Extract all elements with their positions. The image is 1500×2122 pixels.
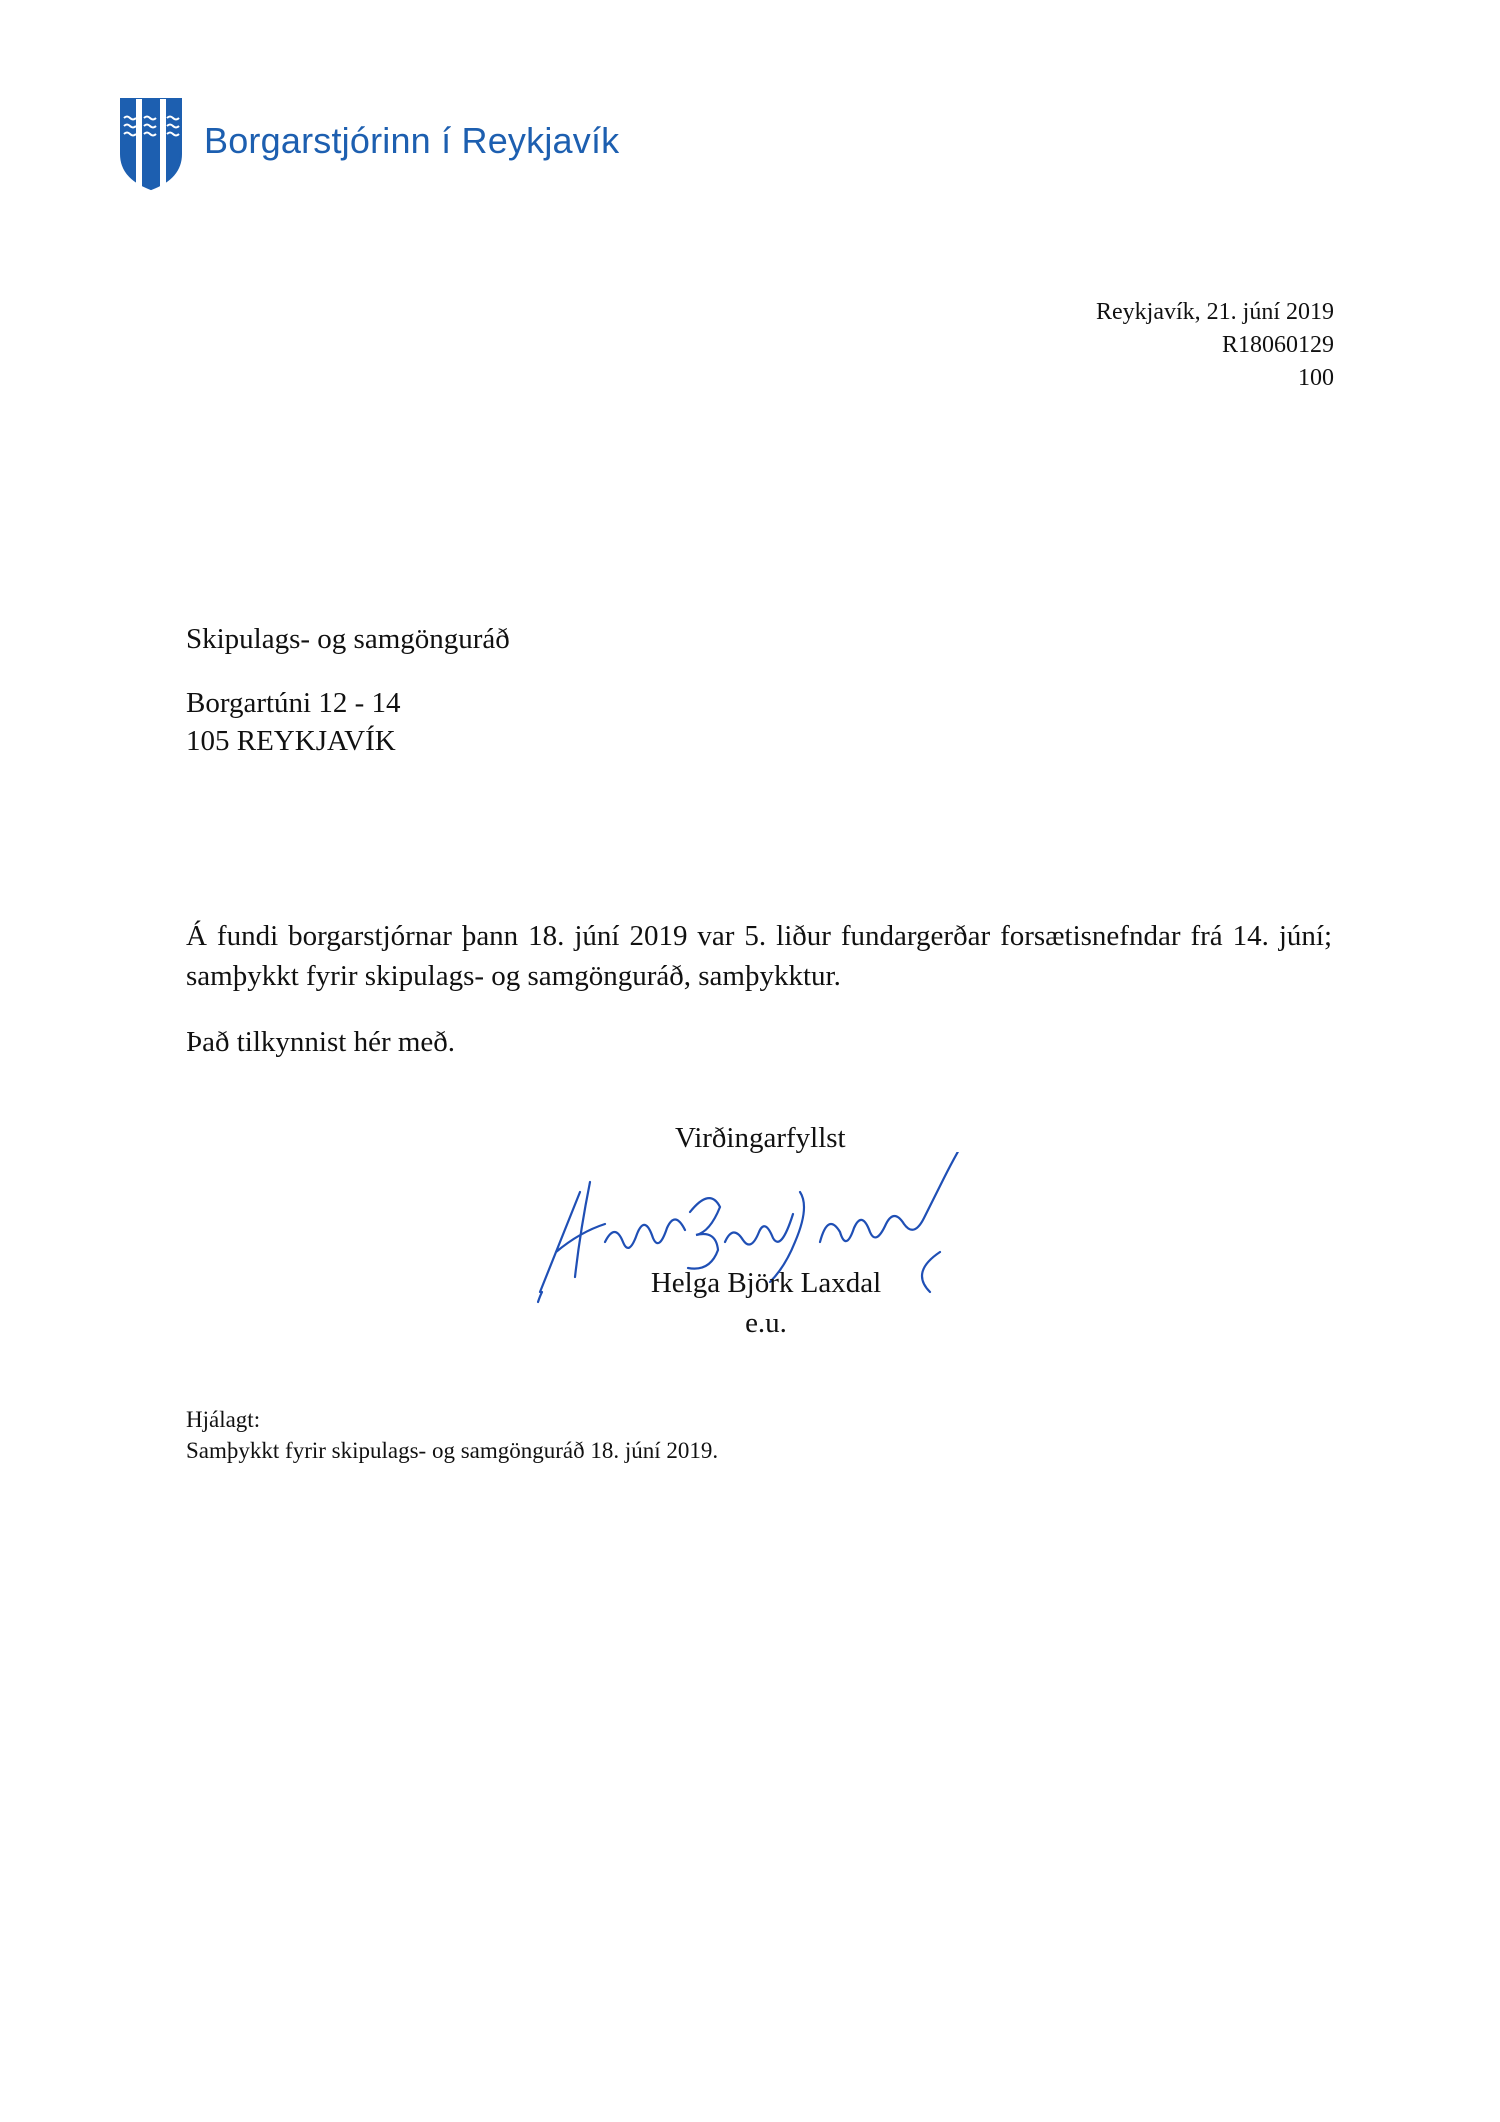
letter-body bbox=[186, 916, 1332, 1062]
attachment-item: Samþykkt fyrir skipulags- og samgönguráð 18. júní 2019. bbox=[186, 1438, 719, 1463]
signer-block bbox=[646, 1263, 886, 1343]
body-paragraph: Á fundi borgarstjórnar þann 18. júní 2019 var 5. liður fundargerðar forsætisnefndar frá 14. júní; samþykkt fyrir skipulags- og samgönguráð, samþykktur. bbox=[186, 920, 1332, 992]
body-paragraph: Það tilkynnist hér með. bbox=[186, 1026, 456, 1058]
reference-number: R18060129 bbox=[1221, 332, 1334, 358]
reykjavik-crest-icon bbox=[118, 96, 184, 192]
reference-block bbox=[1096, 296, 1334, 395]
recipient-city: 105 REYKJAVÍK bbox=[186, 725, 396, 757]
closing-salutation: Virðingarfyllst bbox=[675, 1122, 846, 1154]
attachment-label: Hjálagt: bbox=[186, 1407, 261, 1432]
letterhead bbox=[118, 96, 619, 192]
organization-name: Borgarstjórinn í Reykjavík bbox=[204, 120, 620, 161]
signer-note: e.u. bbox=[745, 1307, 787, 1339]
signer-name: Helga Björk Laxdal bbox=[650, 1267, 882, 1299]
recipient-name: Skipulags- og samgönguráð bbox=[186, 623, 510, 655]
reference-code: 100 bbox=[1298, 365, 1334, 391]
attachment-block bbox=[186, 1404, 718, 1466]
recipient-address bbox=[186, 620, 510, 760]
place-date: Reykjavík, 21. júní 2019 bbox=[1096, 299, 1334, 325]
recipient-street: Borgartúni 12 - 14 bbox=[186, 687, 401, 719]
